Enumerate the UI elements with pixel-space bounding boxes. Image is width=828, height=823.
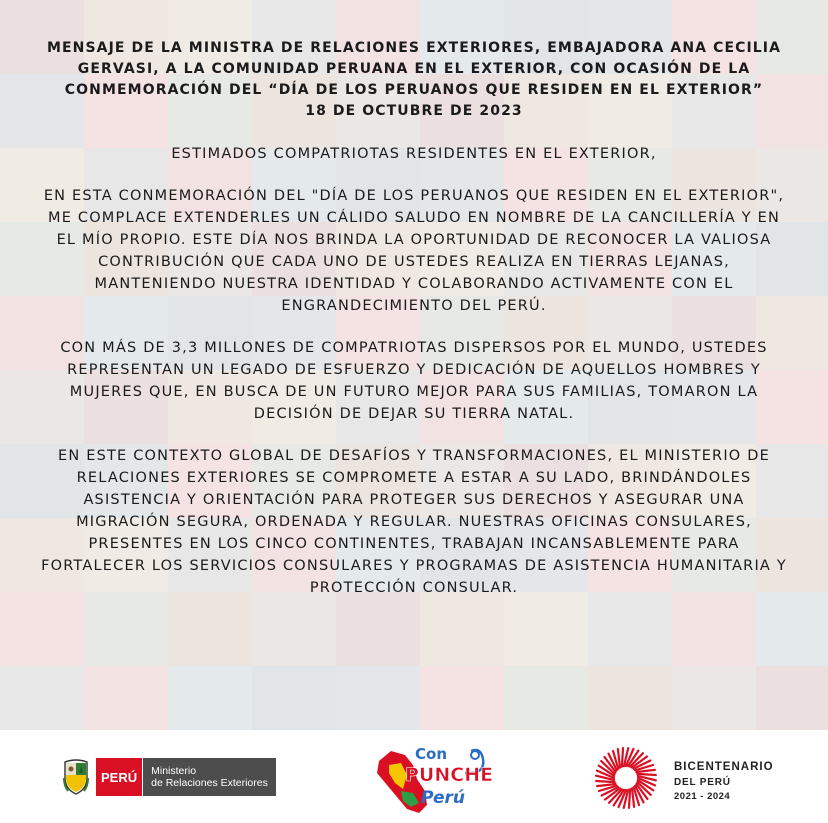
sunburst-ray: [637, 774, 656, 775]
peru-wordmark: PERÚ: [96, 758, 142, 796]
message-paragraph: EN ESTA CONMEMORACIÓN DEL "DÍA DE LOS PERUANOS QUE RESIDEN EN EL EXTERIOR", ME COMPLACE EXTENDERLES UN CÁLIDO SALUDO EN NOMBRE DE LA CANCILLERÍA Y EN EL MÍO PROPIO. ESTE DÍA NOS BRINDA LA OPORTUNIDAD DE RECONOCER LA VALIOSA CONTRIBUCIÓN QUE CADA UNO DE USTEDES REALIZA EN TIERRAS LEJANAS, MANTENIENDO NUESTRA IDENTIDAD Y COLABORANDO ACTIVAMENTE CON EL ENGRANDECIMIENTO DEL PERÚ.: [43, 188, 785, 314]
sunburst-ray: [622, 748, 623, 767]
message-title: MENSAJE DE LA MINISTRA DE RELACIONES EXTERIORES, EMBAJADORA ANA CECILIA GERVASI, A LA COMUNIDAD PERUANA EN EL EXTERIOR, CON OCASIÓN DE LA CONMEMORACIÓN DEL “DÍA DE LOS PERUANOS QUE RESIDEN EN EL EXTERIOR”: [46, 40, 782, 98]
ministry-name-line1: Ministerio: [151, 765, 197, 777]
sunburst-ray: [596, 781, 615, 782]
bicentenario-line2: DEL PERÚ: [674, 777, 731, 788]
punche-word-con: Con: [415, 745, 447, 763]
ministry-name: [142, 758, 276, 796]
sunburst-icon: [588, 744, 664, 812]
message-paragraph: CON MÁS DE 3,3 MILLONES DE COMPATRIOTAS DISPERSOS POR EL MUNDO, USTEDES REPRESENTAN UN LEGADO DE ESFUERZO Y DEDICACIÓN DE AQUELLOS HOMBRES Y MUJERES QUE, EN BUSCA DE UN FUTURO MEJOR PARA SUS FAMILIAS, TOMARON LA DECISIÓN DE DEJAR SU TIERRA NATAL.: [60, 340, 768, 422]
bicentenario-years: 2021 - 2024: [674, 791, 731, 802]
coat-of-arms-icon: [62, 758, 90, 796]
message-body: [40, 38, 788, 599]
bicentenario-text: [674, 761, 774, 802]
bicentenario-line1: BICENTENARIO: [674, 761, 774, 773]
sunburst-ray: [629, 789, 630, 808]
punche-word-peru: Perú: [421, 788, 466, 808]
ministry-logo: [62, 757, 276, 797]
punche-word-punche: PUNCHE: [405, 764, 494, 786]
message-date: 18 DE OCTUBRE DE 2023: [305, 103, 523, 119]
message-greeting: ESTIMADOS COMPATRIOTAS RESIDENTES EN EL EXTERIOR,: [171, 146, 657, 162]
ministry-name-line2: de Relaciones Exteriores: [151, 777, 268, 789]
bicentenario-logo: [588, 744, 788, 812]
con-punche-peru-logo: [365, 737, 495, 817]
message-paragraph: EN ESTE CONTEXTO GLOBAL DE DESAFÍOS Y TRANSFORMACIONES, EL MINISTERIO DE RELACIONES EXTERIORES SE COMPROMETE A ESTAR A SU LADO, BRINDÁNDOLES ASISTENCIA Y ORIENTACIÓN PARA PROTEGER SUS DERECHOS Y ASEGURAR UNA MIGRACIÓN SEGURA, ORDENADA Y REGULAR. NUESTRAS OFICINAS CONSULARES, PRESENTES EN LOS CINCO CONTINENTES, TRABAJAN INCANSABLEMENTE PARA FORTALECER LOS SERVICIOS CONSULARES Y PROGRAMAS DE ASISTENCIA HUMANITARIA Y PROTECCIÓN CONSULAR.: [41, 448, 787, 596]
